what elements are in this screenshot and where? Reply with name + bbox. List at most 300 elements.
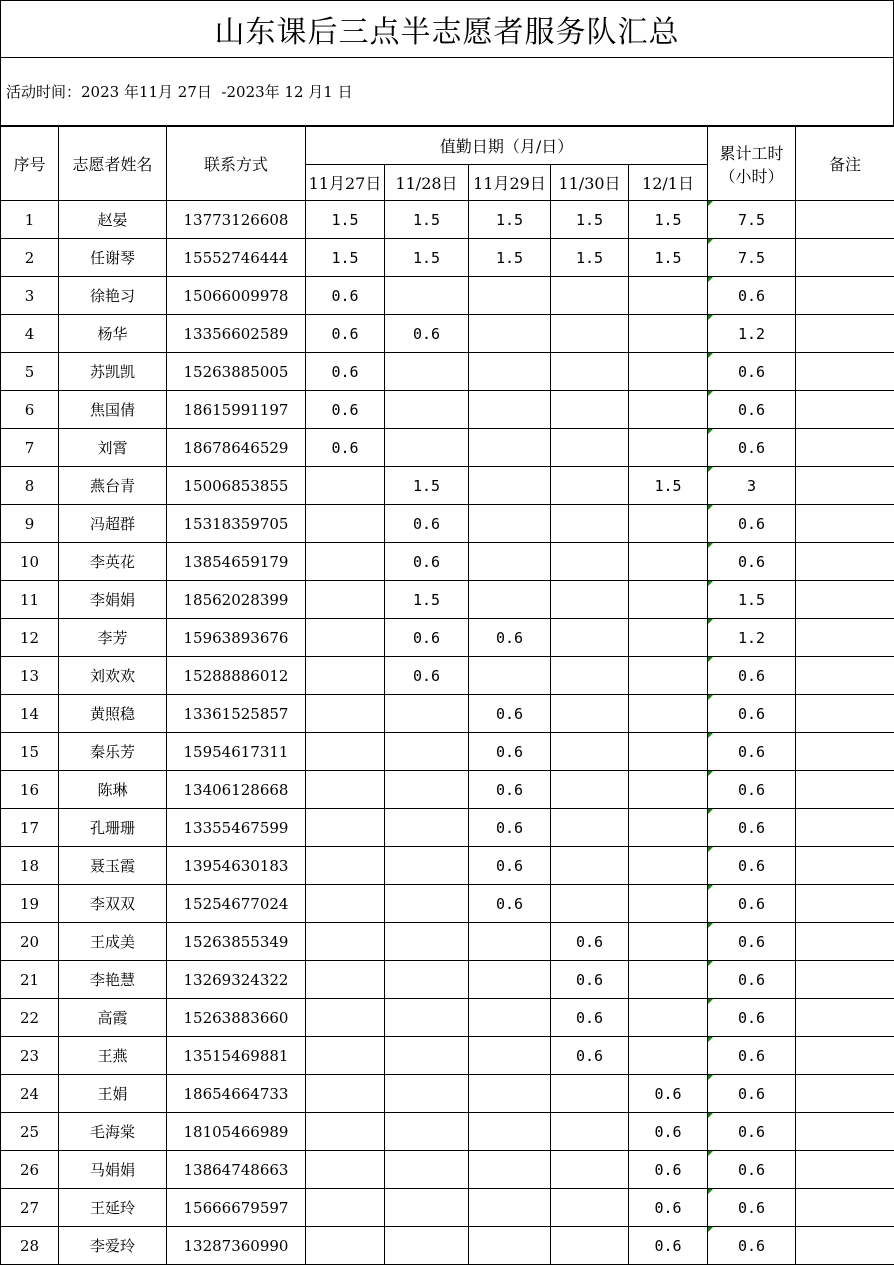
cell-date-3[interactable] bbox=[469, 657, 551, 695]
cell-date-3[interactable] bbox=[469, 999, 551, 1037]
table-row bbox=[1, 771, 894, 809]
cell-note[interactable] bbox=[796, 581, 894, 619]
cell-date-3[interactable] bbox=[469, 391, 551, 429]
cell-date-5[interactable] bbox=[629, 1037, 708, 1075]
cell-name[interactable]: 王成美 bbox=[59, 923, 167, 961]
cell-date-5[interactable] bbox=[629, 657, 708, 695]
cell-date-5[interactable] bbox=[629, 353, 708, 391]
cell-total-hours[interactable]: 0.6 bbox=[708, 809, 796, 847]
cell-phone[interactable]: 13515469881 bbox=[167, 1037, 306, 1075]
cell-name[interactable]: 王延玲 bbox=[59, 1189, 167, 1227]
cell-total-hours[interactable]: 0.6 bbox=[708, 657, 796, 695]
cell-date-3[interactable] bbox=[469, 1227, 551, 1265]
cell-phone[interactable]: 15552746444 bbox=[167, 239, 306, 277]
table-row bbox=[1, 1227, 894, 1265]
cell-date-2[interactable] bbox=[385, 847, 469, 885]
table-row bbox=[1, 1037, 894, 1075]
cell-phone[interactable]: 18654664733 bbox=[167, 1075, 306, 1113]
cell-date-1[interactable] bbox=[306, 847, 385, 885]
cell-seq[interactable]: 11 bbox=[1, 581, 59, 619]
cell-total-hours[interactable]: 0.6 bbox=[708, 391, 796, 429]
cell-date-1[interactable] bbox=[306, 1075, 385, 1113]
cell-date-5[interactable] bbox=[629, 619, 708, 657]
cell-phone[interactable]: 13406128668 bbox=[167, 771, 306, 809]
cell-date-5[interactable] bbox=[629, 999, 708, 1037]
cell-note[interactable] bbox=[796, 771, 894, 809]
cell-total-hours[interactable]: 0.6 bbox=[708, 695, 796, 733]
cell-phone[interactable]: 15288886012 bbox=[167, 657, 306, 695]
cell-seq[interactable]: 12 bbox=[1, 619, 59, 657]
cell-phone[interactable]: 13356602589 bbox=[167, 315, 306, 353]
cell-date-1[interactable]: 0.6 bbox=[306, 315, 385, 353]
cell-date-1[interactable] bbox=[306, 771, 385, 809]
cell-date-1[interactable] bbox=[306, 885, 385, 923]
cell-name[interactable]: 杨华 bbox=[59, 315, 167, 353]
cell-date-3[interactable] bbox=[469, 1151, 551, 1189]
cell-seq[interactable]: 8 bbox=[1, 467, 59, 505]
cell-date-1[interactable] bbox=[306, 1113, 385, 1151]
cell-date-2[interactable]: 0.6 bbox=[385, 619, 469, 657]
cell-note[interactable] bbox=[796, 733, 894, 771]
cell-note[interactable] bbox=[796, 961, 894, 999]
cell-date-2[interactable]: 1.5 bbox=[385, 581, 469, 619]
cell-total-hours[interactable]: 0.6 bbox=[708, 923, 796, 961]
cell-name[interactable]: 任谢琴 bbox=[59, 239, 167, 277]
cell-date-2[interactable] bbox=[385, 885, 469, 923]
cell-total-hours[interactable]: 0.6 bbox=[708, 1189, 796, 1227]
cell-date-3[interactable] bbox=[469, 923, 551, 961]
cell-note[interactable] bbox=[796, 1037, 894, 1075]
cell-phone[interactable]: 15006853855 bbox=[167, 467, 306, 505]
cell-total-hours[interactable]: 0.6 bbox=[708, 505, 796, 543]
table-row bbox=[1, 619, 894, 657]
cell-phone[interactable]: 13287360990 bbox=[167, 1227, 306, 1265]
cell-seq[interactable]: 27 bbox=[1, 1189, 59, 1227]
header-total-line2: （小时） bbox=[719, 166, 784, 186]
cell-seq[interactable]: 17 bbox=[1, 809, 59, 847]
cell-date-5[interactable]: 0.6 bbox=[629, 1113, 708, 1151]
cell-date-1[interactable] bbox=[306, 999, 385, 1037]
cell-note[interactable] bbox=[796, 1227, 894, 1265]
cell-date-1[interactable] bbox=[306, 1151, 385, 1189]
cell-date-3[interactable] bbox=[469, 1037, 551, 1075]
volunteer-table bbox=[0, 126, 894, 1265]
cell-date-2[interactable] bbox=[385, 1189, 469, 1227]
cell-date-1[interactable] bbox=[306, 1037, 385, 1075]
cell-total-hours[interactable]: 0.6 bbox=[708, 1113, 796, 1151]
cell-date-1[interactable] bbox=[306, 733, 385, 771]
cell-date-5[interactable] bbox=[629, 847, 708, 885]
cell-date-5[interactable] bbox=[629, 581, 708, 619]
cell-date-2[interactable]: 0.6 bbox=[385, 505, 469, 543]
cell-total-hours[interactable]: 0.6 bbox=[708, 961, 796, 999]
cell-total-hours[interactable]: 0.6 bbox=[708, 543, 796, 581]
cell-total-hours[interactable]: 1.2 bbox=[708, 315, 796, 353]
cell-date-4[interactable] bbox=[551, 543, 629, 581]
cell-total-hours[interactable]: 0.6 bbox=[708, 1037, 796, 1075]
cell-date-2[interactable]: 0.6 bbox=[385, 543, 469, 581]
cell-date-5[interactable] bbox=[629, 923, 708, 961]
cell-seq[interactable]: 24 bbox=[1, 1075, 59, 1113]
header-date-3: 11月29日 bbox=[469, 165, 551, 201]
cell-date-4[interactable] bbox=[551, 1189, 629, 1227]
cell-date-1[interactable]: 1.5 bbox=[306, 239, 385, 277]
cell-name[interactable]: 李艳慧 bbox=[59, 961, 167, 999]
cell-date-5[interactable] bbox=[629, 961, 708, 999]
cell-date-5[interactable] bbox=[629, 695, 708, 733]
cell-date-3[interactable]: 0.6 bbox=[469, 847, 551, 885]
cell-note[interactable] bbox=[796, 1113, 894, 1151]
table-row bbox=[1, 1189, 894, 1227]
cell-date-4[interactable]: 1.5 bbox=[551, 239, 629, 277]
cell-seq[interactable]: 10 bbox=[1, 543, 59, 581]
cell-date-2[interactable]: 1.5 bbox=[385, 201, 469, 239]
cell-seq[interactable]: 21 bbox=[1, 961, 59, 999]
cell-seq[interactable]: 14 bbox=[1, 695, 59, 733]
cell-date-2[interactable] bbox=[385, 1227, 469, 1265]
cell-seq[interactable]: 5 bbox=[1, 353, 59, 391]
cell-seq[interactable]: 9 bbox=[1, 505, 59, 543]
cell-date-4[interactable] bbox=[551, 847, 629, 885]
cell-date-2[interactable] bbox=[385, 809, 469, 847]
cell-name[interactable]: 刘欢欢 bbox=[59, 657, 167, 695]
cell-date-5[interactable] bbox=[629, 543, 708, 581]
cell-name[interactable]: 聂玉霞 bbox=[59, 847, 167, 885]
cell-date-2[interactable] bbox=[385, 429, 469, 467]
cell-name[interactable]: 燕台青 bbox=[59, 467, 167, 505]
cell-note[interactable] bbox=[796, 201, 894, 239]
cell-phone[interactable]: 15963893676 bbox=[167, 619, 306, 657]
cell-date-2[interactable] bbox=[385, 1037, 469, 1075]
cell-date-1[interactable]: 1.5 bbox=[306, 201, 385, 239]
cell-date-5[interactable]: 1.5 bbox=[629, 239, 708, 277]
cell-date-3[interactable] bbox=[469, 1189, 551, 1227]
cell-date-3[interactable] bbox=[469, 467, 551, 505]
cell-date-5[interactable]: 0.6 bbox=[629, 1227, 708, 1265]
cell-date-4[interactable] bbox=[551, 315, 629, 353]
cell-date-2[interactable] bbox=[385, 353, 469, 391]
cell-total-hours[interactable]: 0.6 bbox=[708, 353, 796, 391]
cell-phone[interactable]: 18562028399 bbox=[167, 581, 306, 619]
cell-date-4[interactable] bbox=[551, 581, 629, 619]
cell-seq[interactable]: 22 bbox=[1, 999, 59, 1037]
cell-date-2[interactable] bbox=[385, 277, 469, 315]
cell-seq[interactable]: 18 bbox=[1, 847, 59, 885]
cell-note[interactable] bbox=[796, 657, 894, 695]
cell-name[interactable]: 刘霄 bbox=[59, 429, 167, 467]
cell-name[interactable]: 徐艳习 bbox=[59, 277, 167, 315]
cell-date-2[interactable]: 0.6 bbox=[385, 657, 469, 695]
cell-total-hours[interactable]: 0.6 bbox=[708, 277, 796, 315]
cell-seq[interactable]: 23 bbox=[1, 1037, 59, 1075]
cell-date-3[interactable]: 0.6 bbox=[469, 695, 551, 733]
cell-name[interactable]: 赵晏 bbox=[59, 201, 167, 239]
cell-date-2[interactable] bbox=[385, 771, 469, 809]
cell-date-4[interactable]: 0.6 bbox=[551, 961, 629, 999]
cell-note[interactable] bbox=[796, 923, 894, 961]
cell-date-4[interactable] bbox=[551, 1227, 629, 1265]
cell-total-hours[interactable]: 0.6 bbox=[708, 429, 796, 467]
cell-note[interactable] bbox=[796, 809, 894, 847]
cell-name[interactable]: 马娟娟 bbox=[59, 1151, 167, 1189]
cell-name[interactable]: 苏凯凯 bbox=[59, 353, 167, 391]
cell-total-hours[interactable]: 3 bbox=[708, 467, 796, 505]
cell-date-4[interactable] bbox=[551, 505, 629, 543]
cell-date-3[interactable] bbox=[469, 543, 551, 581]
cell-name[interactable]: 李英花 bbox=[59, 543, 167, 581]
cell-date-1[interactable] bbox=[306, 581, 385, 619]
cell-date-3[interactable]: 0.6 bbox=[469, 733, 551, 771]
cell-date-3[interactable]: 0.6 bbox=[469, 619, 551, 657]
cell-phone[interactable]: 15954617311 bbox=[167, 733, 306, 771]
cell-name[interactable]: 秦乐芳 bbox=[59, 733, 167, 771]
cell-seq[interactable]: 3 bbox=[1, 277, 59, 315]
table-row bbox=[1, 581, 894, 619]
cell-date-5[interactable] bbox=[629, 315, 708, 353]
cell-date-2[interactable]: 1.5 bbox=[385, 239, 469, 277]
header-date-5: 12/1日 bbox=[629, 165, 708, 201]
cell-phone[interactable]: 15263855349 bbox=[167, 923, 306, 961]
cell-seq[interactable]: 2 bbox=[1, 239, 59, 277]
cell-date-1[interactable]: 0.6 bbox=[306, 429, 385, 467]
cell-date-4[interactable] bbox=[551, 1113, 629, 1151]
table-row bbox=[1, 467, 894, 505]
cell-note[interactable] bbox=[796, 277, 894, 315]
cell-name[interactable]: 焦国倩 bbox=[59, 391, 167, 429]
cell-name[interactable]: 李娟娟 bbox=[59, 581, 167, 619]
cell-phone[interactable]: 13355467599 bbox=[167, 809, 306, 847]
cell-date-5[interactable] bbox=[629, 391, 708, 429]
table-row bbox=[1, 543, 894, 581]
cell-date-4[interactable] bbox=[551, 733, 629, 771]
cell-note[interactable] bbox=[796, 429, 894, 467]
cell-date-1[interactable] bbox=[306, 657, 385, 695]
cell-phone[interactable]: 15263885005 bbox=[167, 353, 306, 391]
table-row bbox=[1, 657, 894, 695]
cell-total-hours[interactable]: 0.6 bbox=[708, 1075, 796, 1113]
cell-date-4[interactable]: 0.6 bbox=[551, 923, 629, 961]
cell-total-hours[interactable]: 0.6 bbox=[708, 1227, 796, 1265]
cell-phone[interactable]: 13854659179 bbox=[167, 543, 306, 581]
cell-seq[interactable]: 15 bbox=[1, 733, 59, 771]
cell-note[interactable] bbox=[796, 505, 894, 543]
cell-date-4[interactable]: 0.6 bbox=[551, 999, 629, 1037]
cell-phone[interactable]: 13269324322 bbox=[167, 961, 306, 999]
cell-name[interactable]: 黄照稳 bbox=[59, 695, 167, 733]
cell-date-1[interactable]: 0.6 bbox=[306, 277, 385, 315]
cell-date-2[interactable] bbox=[385, 695, 469, 733]
cell-seq[interactable]: 16 bbox=[1, 771, 59, 809]
cell-date-5[interactable]: 0.6 bbox=[629, 1189, 708, 1227]
cell-date-1[interactable] bbox=[306, 1227, 385, 1265]
cell-note[interactable] bbox=[796, 391, 894, 429]
cell-total-hours[interactable]: 0.6 bbox=[708, 1151, 796, 1189]
cell-date-2[interactable] bbox=[385, 961, 469, 999]
header-date-1: 11月27日 bbox=[306, 165, 385, 201]
cell-date-3[interactable] bbox=[469, 1113, 551, 1151]
cell-note[interactable] bbox=[796, 1075, 894, 1113]
cell-seq[interactable]: 26 bbox=[1, 1151, 59, 1189]
activity-period: 活动时间：2023 年11月 27日 -2023年 12 月1 日 bbox=[0, 58, 894, 126]
cell-date-1[interactable] bbox=[306, 619, 385, 657]
cell-date-3[interactable] bbox=[469, 277, 551, 315]
cell-phone[interactable]: 13954630183 bbox=[167, 847, 306, 885]
cell-total-hours[interactable]: 1.5 bbox=[708, 581, 796, 619]
cell-date-1[interactable] bbox=[306, 505, 385, 543]
cell-date-4[interactable] bbox=[551, 619, 629, 657]
cell-date-2[interactable] bbox=[385, 1113, 469, 1151]
cell-note[interactable] bbox=[796, 999, 894, 1037]
cell-total-hours[interactable]: 0.6 bbox=[708, 771, 796, 809]
cell-date-5[interactable] bbox=[629, 505, 708, 543]
table-row bbox=[1, 847, 894, 885]
cell-date-5[interactable]: 0.6 bbox=[629, 1075, 708, 1113]
cell-date-4[interactable] bbox=[551, 429, 629, 467]
cell-date-2[interactable] bbox=[385, 1075, 469, 1113]
cell-note[interactable] bbox=[796, 353, 894, 391]
cell-date-1[interactable] bbox=[306, 543, 385, 581]
cell-phone[interactable]: 18615991197 bbox=[167, 391, 306, 429]
cell-phone[interactable]: 13864748663 bbox=[167, 1151, 306, 1189]
cell-date-5[interactable]: 1.5 bbox=[629, 201, 708, 239]
cell-date-1[interactable]: 0.6 bbox=[306, 391, 385, 429]
cell-name[interactable]: 冯超群 bbox=[59, 505, 167, 543]
cell-date-2[interactable] bbox=[385, 1151, 469, 1189]
cell-seq[interactable]: 13 bbox=[1, 657, 59, 695]
cell-date-1[interactable]: 0.6 bbox=[306, 353, 385, 391]
cell-total-hours[interactable]: 7.5 bbox=[708, 239, 796, 277]
cell-note[interactable] bbox=[796, 1189, 894, 1227]
cell-note[interactable] bbox=[796, 619, 894, 657]
cell-seq[interactable]: 6 bbox=[1, 391, 59, 429]
cell-total-hours[interactable]: 0.6 bbox=[708, 885, 796, 923]
cell-date-1[interactable] bbox=[306, 695, 385, 733]
cell-phone[interactable]: 18105466989 bbox=[167, 1113, 306, 1151]
cell-note[interactable] bbox=[796, 885, 894, 923]
cell-name[interactable]: 李双双 bbox=[59, 885, 167, 923]
cell-note[interactable] bbox=[796, 543, 894, 581]
cell-date-1[interactable] bbox=[306, 809, 385, 847]
cell-date-4[interactable] bbox=[551, 809, 629, 847]
cell-phone[interactable]: 13361525857 bbox=[167, 695, 306, 733]
cell-note[interactable] bbox=[796, 1151, 894, 1189]
cell-date-4[interactable] bbox=[551, 695, 629, 733]
cell-phone[interactable]: 15318359705 bbox=[167, 505, 306, 543]
cell-date-5[interactable]: 1.5 bbox=[629, 467, 708, 505]
cell-phone[interactable]: 15066009978 bbox=[167, 277, 306, 315]
cell-date-4[interactable] bbox=[551, 1151, 629, 1189]
cell-total-hours[interactable]: 0.6 bbox=[708, 999, 796, 1037]
cell-date-4[interactable]: 0.6 bbox=[551, 1037, 629, 1075]
cell-date-3[interactable] bbox=[469, 1075, 551, 1113]
cell-date-2[interactable] bbox=[385, 999, 469, 1037]
cell-name[interactable]: 毛海棠 bbox=[59, 1113, 167, 1151]
cell-date-3[interactable]: 0.6 bbox=[469, 809, 551, 847]
cell-date-4[interactable] bbox=[551, 277, 629, 315]
cell-date-3[interactable] bbox=[469, 581, 551, 619]
cell-date-4[interactable]: 1.5 bbox=[551, 201, 629, 239]
table-body bbox=[1, 201, 894, 1265]
cell-phone[interactable]: 15666679597 bbox=[167, 1189, 306, 1227]
cell-total-hours[interactable]: 7.5 bbox=[708, 201, 796, 239]
cell-note[interactable] bbox=[796, 315, 894, 353]
cell-name[interactable]: 陈琳 bbox=[59, 771, 167, 809]
cell-date-2[interactable] bbox=[385, 923, 469, 961]
cell-seq[interactable]: 4 bbox=[1, 315, 59, 353]
cell-seq[interactable]: 7 bbox=[1, 429, 59, 467]
header-seq: 序号 bbox=[1, 127, 59, 201]
cell-date-3[interactable] bbox=[469, 429, 551, 467]
cell-note[interactable] bbox=[796, 695, 894, 733]
cell-name[interactable]: 王燕 bbox=[59, 1037, 167, 1075]
cell-seq[interactable]: 25 bbox=[1, 1113, 59, 1151]
cell-date-1[interactable] bbox=[306, 1189, 385, 1227]
cell-phone[interactable]: 18678646529 bbox=[167, 429, 306, 467]
cell-seq[interactable]: 20 bbox=[1, 923, 59, 961]
cell-date-3[interactable]: 1.5 bbox=[469, 201, 551, 239]
cell-date-5[interactable] bbox=[629, 771, 708, 809]
cell-date-5[interactable] bbox=[629, 733, 708, 771]
cell-note[interactable] bbox=[796, 239, 894, 277]
cell-note[interactable] bbox=[796, 467, 894, 505]
cell-date-5[interactable] bbox=[629, 809, 708, 847]
cell-phone[interactable]: 15254677024 bbox=[167, 885, 306, 923]
cell-seq[interactable]: 19 bbox=[1, 885, 59, 923]
cell-total-hours[interactable]: 0.6 bbox=[708, 733, 796, 771]
cell-date-1[interactable] bbox=[306, 467, 385, 505]
cell-name[interactable]: 李芳 bbox=[59, 619, 167, 657]
cell-date-1[interactable] bbox=[306, 923, 385, 961]
cell-note[interactable] bbox=[796, 847, 894, 885]
cell-date-4[interactable] bbox=[551, 771, 629, 809]
cell-total-hours[interactable]: 1.2 bbox=[708, 619, 796, 657]
cell-date-4[interactable] bbox=[551, 1075, 629, 1113]
cell-date-2[interactable] bbox=[385, 733, 469, 771]
cell-name[interactable]: 高霞 bbox=[59, 999, 167, 1037]
cell-date-3[interactable] bbox=[469, 961, 551, 999]
cell-date-2[interactable] bbox=[385, 391, 469, 429]
cell-seq[interactable]: 1 bbox=[1, 201, 59, 239]
cell-date-5[interactable]: 0.6 bbox=[629, 1151, 708, 1189]
header-total-hours bbox=[708, 127, 796, 201]
cell-date-5[interactable] bbox=[629, 885, 708, 923]
cell-date-3[interactable]: 1.5 bbox=[469, 239, 551, 277]
cell-name[interactable]: 王娟 bbox=[59, 1075, 167, 1113]
cell-date-4[interactable] bbox=[551, 467, 629, 505]
cell-date-2[interactable]: 1.5 bbox=[385, 467, 469, 505]
cell-phone[interactable]: 15263883660 bbox=[167, 999, 306, 1037]
cell-date-3[interactable]: 0.6 bbox=[469, 885, 551, 923]
cell-date-4[interactable] bbox=[551, 391, 629, 429]
cell-seq[interactable]: 28 bbox=[1, 1227, 59, 1265]
cell-date-4[interactable] bbox=[551, 353, 629, 391]
cell-date-3[interactable] bbox=[469, 315, 551, 353]
cell-date-4[interactable] bbox=[551, 885, 629, 923]
cell-date-3[interactable] bbox=[469, 353, 551, 391]
cell-name[interactable]: 李爱玲 bbox=[59, 1227, 167, 1265]
cell-date-1[interactable] bbox=[306, 961, 385, 999]
cell-date-2[interactable]: 0.6 bbox=[385, 315, 469, 353]
cell-date-5[interactable] bbox=[629, 429, 708, 467]
cell-name[interactable]: 孔珊珊 bbox=[59, 809, 167, 847]
cell-total-hours[interactable]: 0.6 bbox=[708, 847, 796, 885]
cell-date-3[interactable]: 0.6 bbox=[469, 771, 551, 809]
cell-phone[interactable]: 13773126608 bbox=[167, 201, 306, 239]
header-date-4: 11/30日 bbox=[551, 165, 629, 201]
cell-date-3[interactable] bbox=[469, 505, 551, 543]
cell-date-5[interactable] bbox=[629, 277, 708, 315]
cell-date-4[interactable] bbox=[551, 657, 629, 695]
